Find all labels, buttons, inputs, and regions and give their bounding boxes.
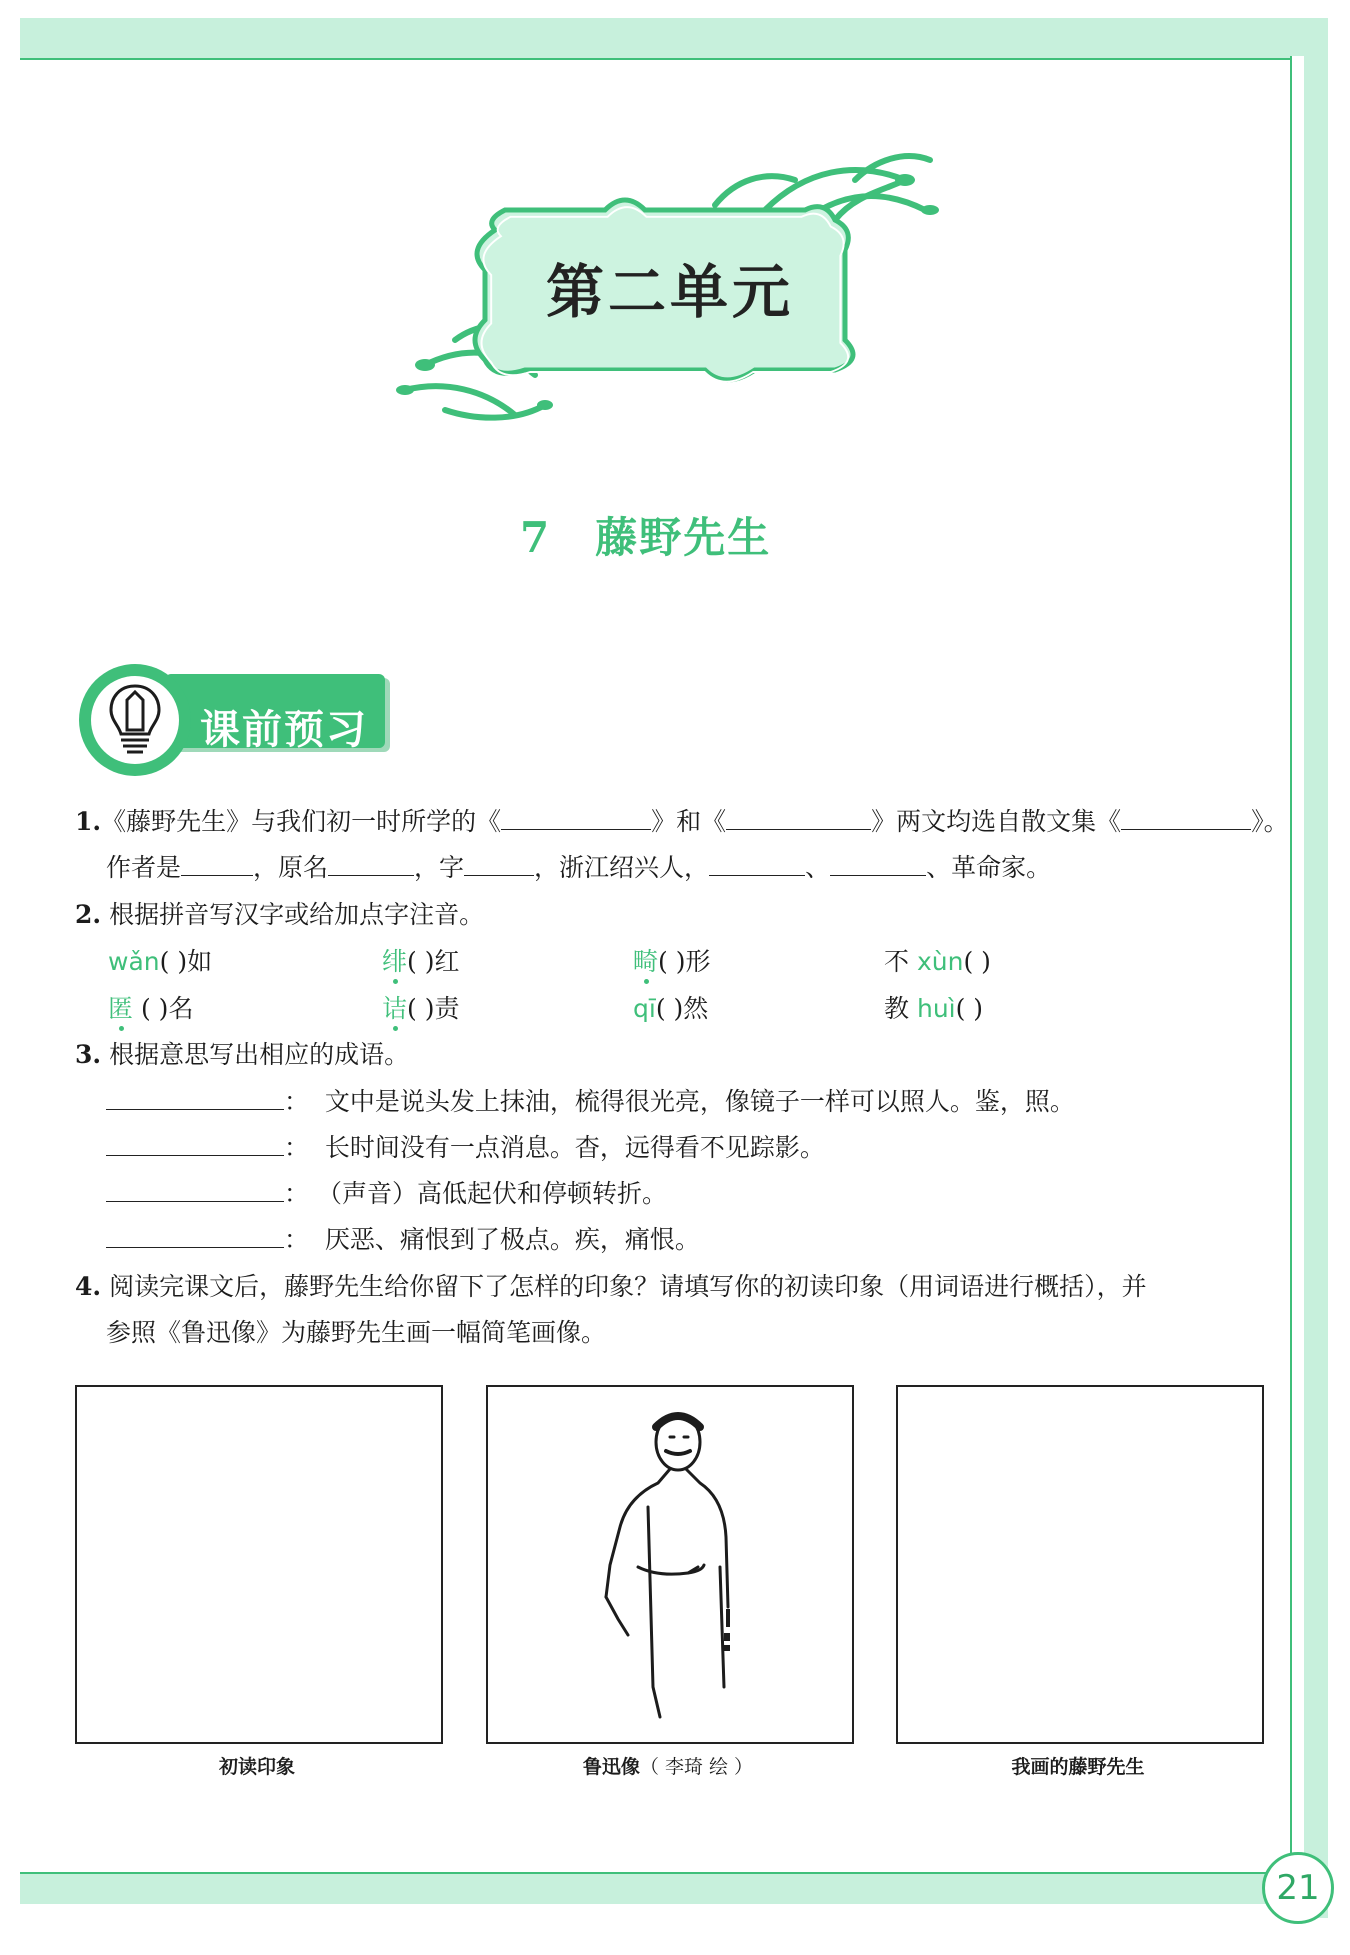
question-2-prompt: 2. 根据拼音写汉字或给加点字注音。 xyxy=(75,900,485,929)
question-4-line-1: 4. 阅读完课文后，藤野先生给你留下了怎样的印象？请填写你的初读印象（用词语进行概括），并 xyxy=(75,1272,1147,1301)
lesson-name: 藤野先生 xyxy=(595,513,772,562)
my-drawing-box[interactable] xyxy=(896,1385,1264,1744)
q3-item: ： 厌恶、痛恨到了极点。疾，痛恨。 xyxy=(106,1223,700,1257)
idiom-blank[interactable] xyxy=(106,1223,284,1248)
answer-blank[interactable] xyxy=(1121,805,1251,830)
first-impression-box[interactable] xyxy=(75,1385,443,1744)
q3-item: ： 文中是说头发上抹油，梳得很光亮，像镜子一样可以照人。鉴，照。 xyxy=(106,1085,1075,1119)
question-1-line-1: 1.《藤野先生》与我们初一时所学的《 》和《 》两文均选自散文集《 》。 xyxy=(75,807,1289,836)
answer-blank[interactable] xyxy=(709,851,805,876)
question-3-prompt: 3. 根据意思写出相应的成语。 xyxy=(75,1040,410,1069)
q2-item[interactable]: 教 huì( ) xyxy=(884,994,984,1023)
answer-blank[interactable] xyxy=(726,805,871,830)
q2-item[interactable]: 匿 ( )名 xyxy=(108,994,194,1023)
q2-item[interactable]: wǎn( )如 xyxy=(108,947,213,976)
q2-item[interactable]: 畸( )形 xyxy=(633,947,711,976)
question-4-line-2: 参照《鲁迅像》为藤野先生画一幅简笔画像。 xyxy=(106,1318,607,1347)
q3-item: ： 长时间没有一点消息。杳，远得看不见踪影。 xyxy=(106,1131,825,1165)
right-border-band xyxy=(1302,18,1328,1918)
lesson-title xyxy=(520,505,771,565)
lu-xun-portrait-box xyxy=(486,1385,854,1744)
answer-blank[interactable] xyxy=(501,805,651,830)
answer-blank[interactable] xyxy=(830,851,926,876)
caption-first-impression: 初读印象 xyxy=(218,1756,295,1778)
lesson-number: 7 xyxy=(520,513,552,562)
page-number-badge xyxy=(1262,1852,1334,1924)
q2-item[interactable]: 绯( )红 xyxy=(382,947,460,976)
q2-item[interactable]: qī( )然 xyxy=(633,994,709,1023)
caption-lu-xun-portrait: 鲁迅像（ 李琦 绘 ） xyxy=(582,1756,754,1778)
section-label: 课前预习 xyxy=(200,707,368,753)
idiom-blank[interactable] xyxy=(106,1085,284,1110)
lu-xun-portrait-sketch xyxy=(488,1387,852,1742)
answer-blank[interactable] xyxy=(328,851,414,876)
caption-my-drawing: 我画的藤野先生 xyxy=(1011,1756,1145,1778)
q2-item[interactable]: 诘( )责 xyxy=(382,994,460,1023)
idiom-blank[interactable] xyxy=(106,1131,284,1156)
answer-blank[interactable] xyxy=(464,851,534,876)
unit-title: 第二单元 xyxy=(545,258,794,326)
question-1-line-2: 作者是 ，原名 ，字 ，浙江绍兴人， 、 、革命家。 xyxy=(106,853,1052,882)
bottom-border-band xyxy=(20,1872,1302,1904)
right-border-line xyxy=(1290,56,1304,1904)
answer-blank[interactable] xyxy=(181,851,253,876)
q3-item: ： （声音）高低起伏和停顿转折。 xyxy=(106,1177,667,1211)
top-border-band xyxy=(20,18,1328,60)
page-number: 21 xyxy=(1276,1868,1320,1908)
idiom-blank[interactable] xyxy=(106,1177,284,1202)
q2-item[interactable]: 不 xùn( ) xyxy=(884,947,991,976)
